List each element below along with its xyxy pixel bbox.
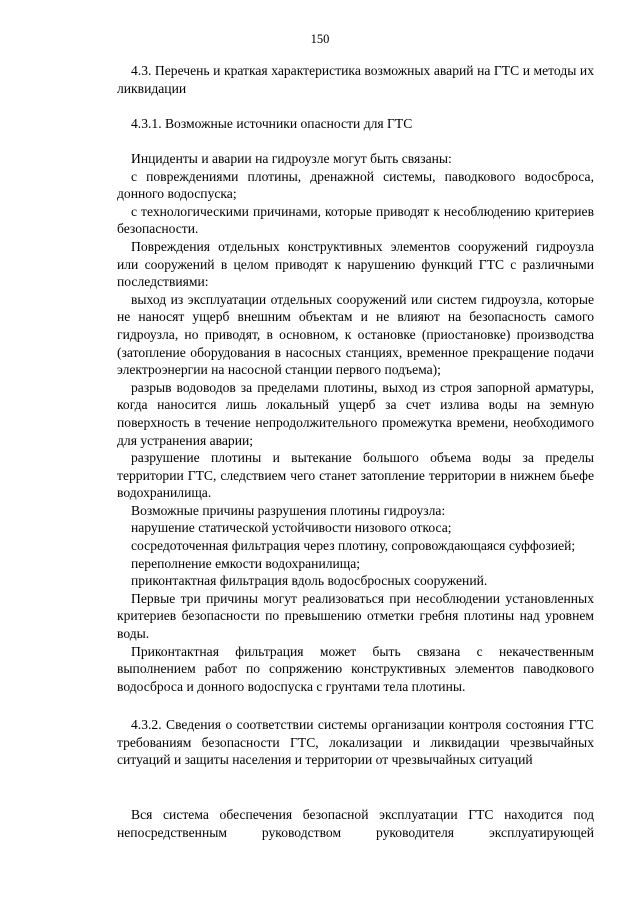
paragraph: разрыв водоводов за пределами плотины, выход из строя запорной арматуры, когда наносится лишь локальный ущерб за счет излива воды на земную поверхность в течение непродолжительного промежутка времени, необходимого для устранения аварии; [117, 379, 594, 448]
paragraph: нарушение статической устойчивости низового откоса; [131, 520, 452, 536]
paragraph: приконтактная фильтрация вдоль водосбросных сооружений. [131, 573, 488, 589]
subsection-1-title-text: 4.3.1. Возможные источники опасности для ГТС [131, 116, 413, 131]
subsection-2-title-text: 4.3.2. Сведения о соответствии системы организации контроля состояния ГТС требованиям безопасности ГТС, локализации и ликвидации чрезвычайных ситуаций и защиты населения и территории от чрезвычайных ситуаций [117, 717, 594, 768]
paragraph: с повреждениями плотины, дренажной системы, паводкового водосброса, донного водоспуска; [117, 168, 594, 202]
final-paragraph [117, 806, 594, 841]
paragraph: с технологическими причинами, которые приводят к несоблюдению критериев безопасности. [117, 203, 594, 237]
section-title-text: 4.3. Перечень и краткая характеристика возможных аварий на ГТС и методы их ликвидации [117, 63, 594, 96]
subsection-2-title [117, 716, 594, 769]
page-number: 150 [310, 32, 330, 46]
paragraph: переполнение емкости водохранилища; [131, 555, 361, 571]
paragraph: разрушение плотины и вытекание большого объема воды за пределы территории ГТС, следствием чего станет затопление территории в нижнем бьефе водохранилища. [117, 450, 594, 501]
section-title [117, 62, 594, 97]
paragraph: Инциденты и аварии на гидроузле могут быть связаны: [131, 151, 452, 166]
paragraph: Возможные причины разрушения плотины гидроузла: [131, 502, 446, 518]
paragraph: Вся система обеспечения безопасной эксплуатации ГТС находится под непосредственным руководством руководителя эксплуатирующей [117, 807, 594, 840]
paragraph: Приконтактная фильтрация может быть связана с некачественным выполнением работ по сопряжению конструктивных элементов паводкового водосброса и донного водоспуска с грунтами тела плотины. [117, 643, 594, 694]
subsection-1-title [117, 115, 594, 133]
paragraph: Повреждения отдельных конструктивных элементов сооружений гидроузла или сооружений в целом приводят к нарушению функций ГТС с различными последствиями: [117, 238, 594, 290]
paragraph: выход из эксплуатации отдельных сооружений или систем гидроузла, которые не наносят ущерб внешним объектам и не влияют на безопасность самого гидроузла, но приводят, в основном, к остановке (приостановке) производства (затопление оборудования в насосных станциях, временное прекращение подачи электроэнергии на насосной станции первого подъема); [117, 291, 594, 378]
subsection-1-body [117, 150, 594, 695]
paragraph: Первые три причины могут реализоваться при несоблюдении установленных критериев безопасности по превышению отметки гребня плотины над уровнем воды. [117, 590, 594, 642]
paragraph: сосредоточенная фильтрация через плотину, сопровождающаяся суффозией; [131, 538, 576, 554]
